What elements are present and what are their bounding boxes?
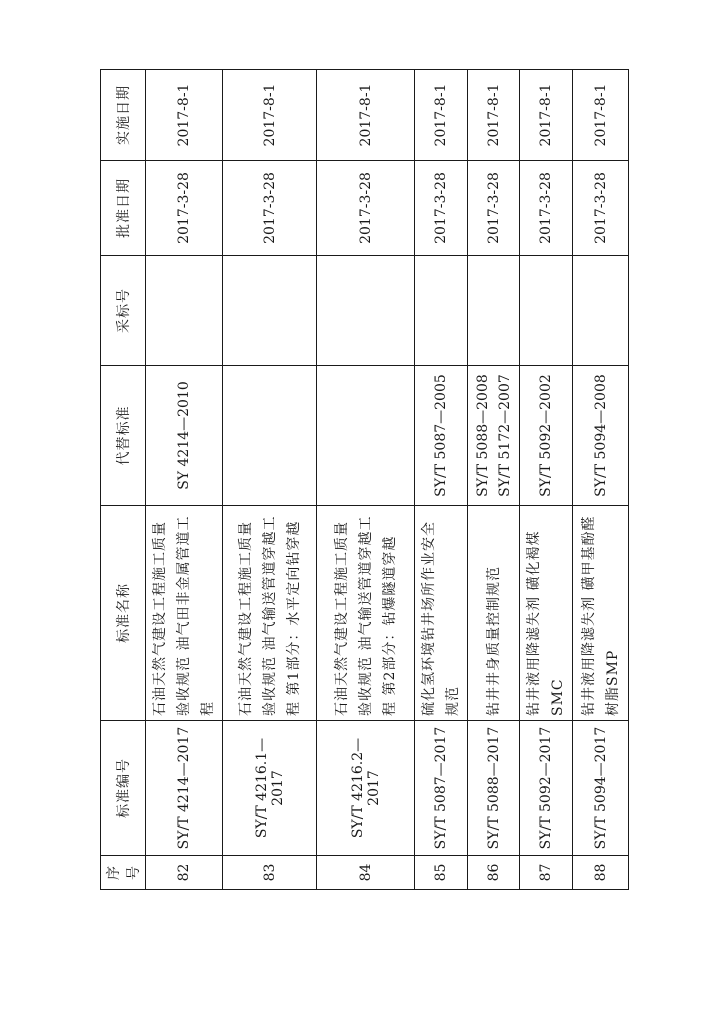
- cell-code: SY/T 5088—2017: [468, 721, 520, 856]
- cell-no: 84: [317, 856, 415, 890]
- table-row: [146, 70, 223, 890]
- cell-replace: [317, 366, 415, 506]
- table-header-row: [101, 70, 146, 890]
- cell-adopt: [468, 256, 520, 366]
- cell-code: SY/T 4216.1—2017: [223, 721, 317, 856]
- replace-line: SY/T 5092—2002: [538, 374, 554, 497]
- table-row: [520, 70, 573, 890]
- header-approve: 批准日期: [101, 161, 146, 256]
- cell-approve: 2017-3-28: [573, 161, 629, 256]
- replace-line: SY/T 5087—2005: [433, 374, 449, 497]
- table-row: [317, 70, 415, 890]
- cell-adopt: [317, 256, 415, 366]
- cell-approve: 2017-3-28: [468, 161, 520, 256]
- cell-adopt: [415, 256, 468, 366]
- cell-implement: 2017-8-1: [317, 70, 415, 161]
- cell-name: 石油天然气建设工程施工质量验收规范 油气田非金属管道工程: [146, 506, 223, 721]
- cell-code: SY/T 4216.2—2017: [317, 721, 415, 856]
- cell-replace: [415, 366, 468, 506]
- header-replace: 代替标准: [101, 366, 146, 506]
- header-name: 标准名称: [101, 506, 146, 721]
- replace-line: SY/T 5088—2008: [474, 374, 491, 497]
- cell-name: 钻井液用降滤失剂 磺甲基酚醛树脂SMP: [573, 506, 629, 721]
- cell-no: 82: [146, 856, 223, 890]
- cell-name: 钻井井身质量控制规范: [468, 506, 520, 721]
- table-row: [223, 70, 317, 890]
- cell-name: 石油天然气建设工程施工质量验收规范 油气输送管道穿越工程 第1部分：水平定向钻穿越: [223, 506, 317, 721]
- cell-code: SY/T 5092—2017: [520, 721, 573, 856]
- replace-line: SY/T 5172—2007: [496, 374, 513, 497]
- cell-replace: [223, 366, 317, 506]
- cell-implement: 2017-8-1: [223, 70, 317, 161]
- standards-table: [100, 69, 629, 890]
- cell-no: 87: [520, 856, 573, 890]
- cell-adopt: [573, 256, 629, 366]
- cell-approve: 2017-3-28: [223, 161, 317, 256]
- cell-approve: 2017-3-28: [415, 161, 468, 256]
- cell-implement: 2017-8-1: [146, 70, 223, 161]
- cell-implement: 2017-8-1: [520, 70, 573, 161]
- cell-code: SY/T 5087—2017: [415, 721, 468, 856]
- cell-replace: [520, 366, 573, 506]
- cell-approve: 2017-3-28: [317, 161, 415, 256]
- header-no: 序号: [101, 856, 146, 890]
- cell-name: 石油天然气建设工程施工质量验收规范 油气输送管道穿越工程 第2部分：钻爆隧道穿越: [317, 506, 415, 721]
- cell-name: 钻井液用降滤失剂 磺化褐煤SMC: [520, 506, 573, 721]
- header-code: 标准编号: [101, 721, 146, 856]
- cell-implement: 2017-8-1: [415, 70, 468, 161]
- table-row: [468, 70, 520, 890]
- cell-implement: 2017-8-1: [468, 70, 520, 161]
- replace-line: SY/T 5094—2008: [592, 374, 609, 497]
- cell-no: 83: [223, 856, 317, 890]
- cell-replace: [146, 366, 223, 506]
- cell-no: 85: [415, 856, 468, 890]
- cell-replace: [468, 366, 520, 506]
- cell-adopt: [223, 256, 317, 366]
- cell-no: 86: [468, 856, 520, 890]
- header-adopt: 采标号: [101, 256, 146, 366]
- cell-no: 88: [573, 856, 629, 890]
- cell-code: SY/T 5094—2017: [573, 721, 629, 856]
- cell-name: 硫化氢环境钻井场所作业安全规范: [415, 506, 468, 721]
- cell-replace: [573, 366, 629, 506]
- cell-adopt: [146, 256, 223, 366]
- cell-code: SY/T 4214—2017: [146, 721, 223, 856]
- rotated-table-wrapper: [100, 70, 621, 890]
- cell-implement: 2017-8-1: [573, 70, 629, 161]
- cell-adopt: [520, 256, 573, 366]
- cell-approve: 2017-3-28: [520, 161, 573, 256]
- cell-approve: 2017-3-28: [146, 161, 223, 256]
- replace-line: SY 4214—2010: [176, 381, 192, 490]
- header-implement: 实施日期: [101, 70, 146, 161]
- table-row: [573, 70, 629, 890]
- table-row: [415, 70, 468, 890]
